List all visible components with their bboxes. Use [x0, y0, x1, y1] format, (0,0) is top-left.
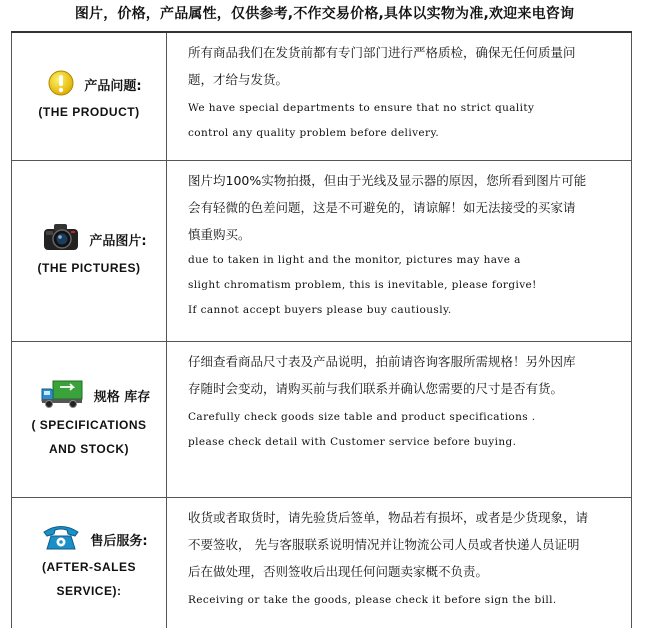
row-text-en: due to taken in light and the monitor, pictures may have a [188, 254, 521, 266]
row-text-zh: 图片均100%实物拍摄，但由于光线及显示器的原因，您所看到图片可能 [188, 173, 587, 188]
row-title-en: AND STOCK) [48, 441, 130, 456]
row-text-en: slight chromatism problem, this is inevitable, please forgive! [188, 279, 537, 291]
row-text-en: control any quality problem before delivery. [188, 127, 440, 139]
row-text-en: If cannot accept buyers please buy cautiously. [188, 304, 452, 316]
row-label-product [12, 32, 167, 161]
row-title-en: (THE PRODUCT) [38, 104, 140, 119]
row-title-zh: 规格 库存 [93, 390, 151, 405]
row-text-en: We have special departments to ensure that no strict quality [188, 102, 535, 114]
row-content-pictures [167, 161, 632, 342]
row-title-zh: 产品问题: [84, 79, 142, 94]
row-text-zh: 仔细查看商品尺寸表及产品说明，拍前请咨询客服所需规格！另外因库 [188, 354, 576, 369]
row-text-zh: 所有商品我们在发货前都有专门部门进行严格质检，确保无任何质量问 [188, 45, 576, 60]
row-text-zh: 慎重购买。 [188, 227, 251, 242]
truck-icon [40, 379, 84, 413]
info-table [11, 31, 632, 628]
row-text-en: Carefully check goods size table and product specifications . [188, 411, 536, 423]
row-text-en: Receiving or take the goods, please check it before sign the bill. [188, 594, 557, 606]
page-banner: 图片，价格，产品属性，仅供参考,不作交易价格,具体以实物为准,欢迎来电咨询 [74, 6, 575, 22]
row-text-zh: 后在做处理，否则签收后出现任何问题卖家概不负责。 [188, 564, 489, 579]
telephone-icon [42, 523, 80, 555]
table-row-after-sales [12, 498, 632, 628]
row-content-after-sales [167, 498, 632, 628]
row-title-en: ( SPECIFICATIONS [31, 417, 147, 432]
warning-circle-icon [48, 70, 74, 100]
row-label-pictures [12, 161, 167, 342]
row-label-after-sales [12, 498, 167, 628]
row-title-en: (THE PICTURES) [37, 261, 141, 275]
row-title-en: (AFTER-SALES [42, 560, 136, 574]
row-content-specifications [167, 342, 632, 498]
row-content-product [167, 32, 632, 161]
table-row-pictures [12, 161, 632, 342]
row-text-zh: 会有轻微的色差问题，这是不可避免的，请谅解！如无法接受的买家请 [188, 200, 576, 215]
row-text-zh: 不要签收， 先与客服联系说明情况并让物流公司人员或者快递人员证明 [188, 537, 580, 552]
table-row-product [12, 32, 632, 161]
row-text-zh: 题，才给与发货。 [188, 72, 289, 87]
row-text-zh: 收货或者取货时，请先验货后签单，物品若有损坏，或者是少货现象，请 [188, 510, 589, 525]
row-title-zh: 售后服务: [90, 533, 148, 549]
row-title-en: SERVICE): [56, 584, 122, 598]
row-title-zh: 产品图片: [89, 233, 147, 249]
table-row-specifications [12, 342, 632, 498]
camera-icon [43, 222, 79, 256]
row-text-zh: 存随时会变动，请购买前与我们联系并确认您需要的尺寸是否有货。 [188, 381, 564, 396]
row-label-specifications [12, 342, 167, 498]
row-text-en: please check detail with Customer service before buying. [188, 436, 517, 448]
